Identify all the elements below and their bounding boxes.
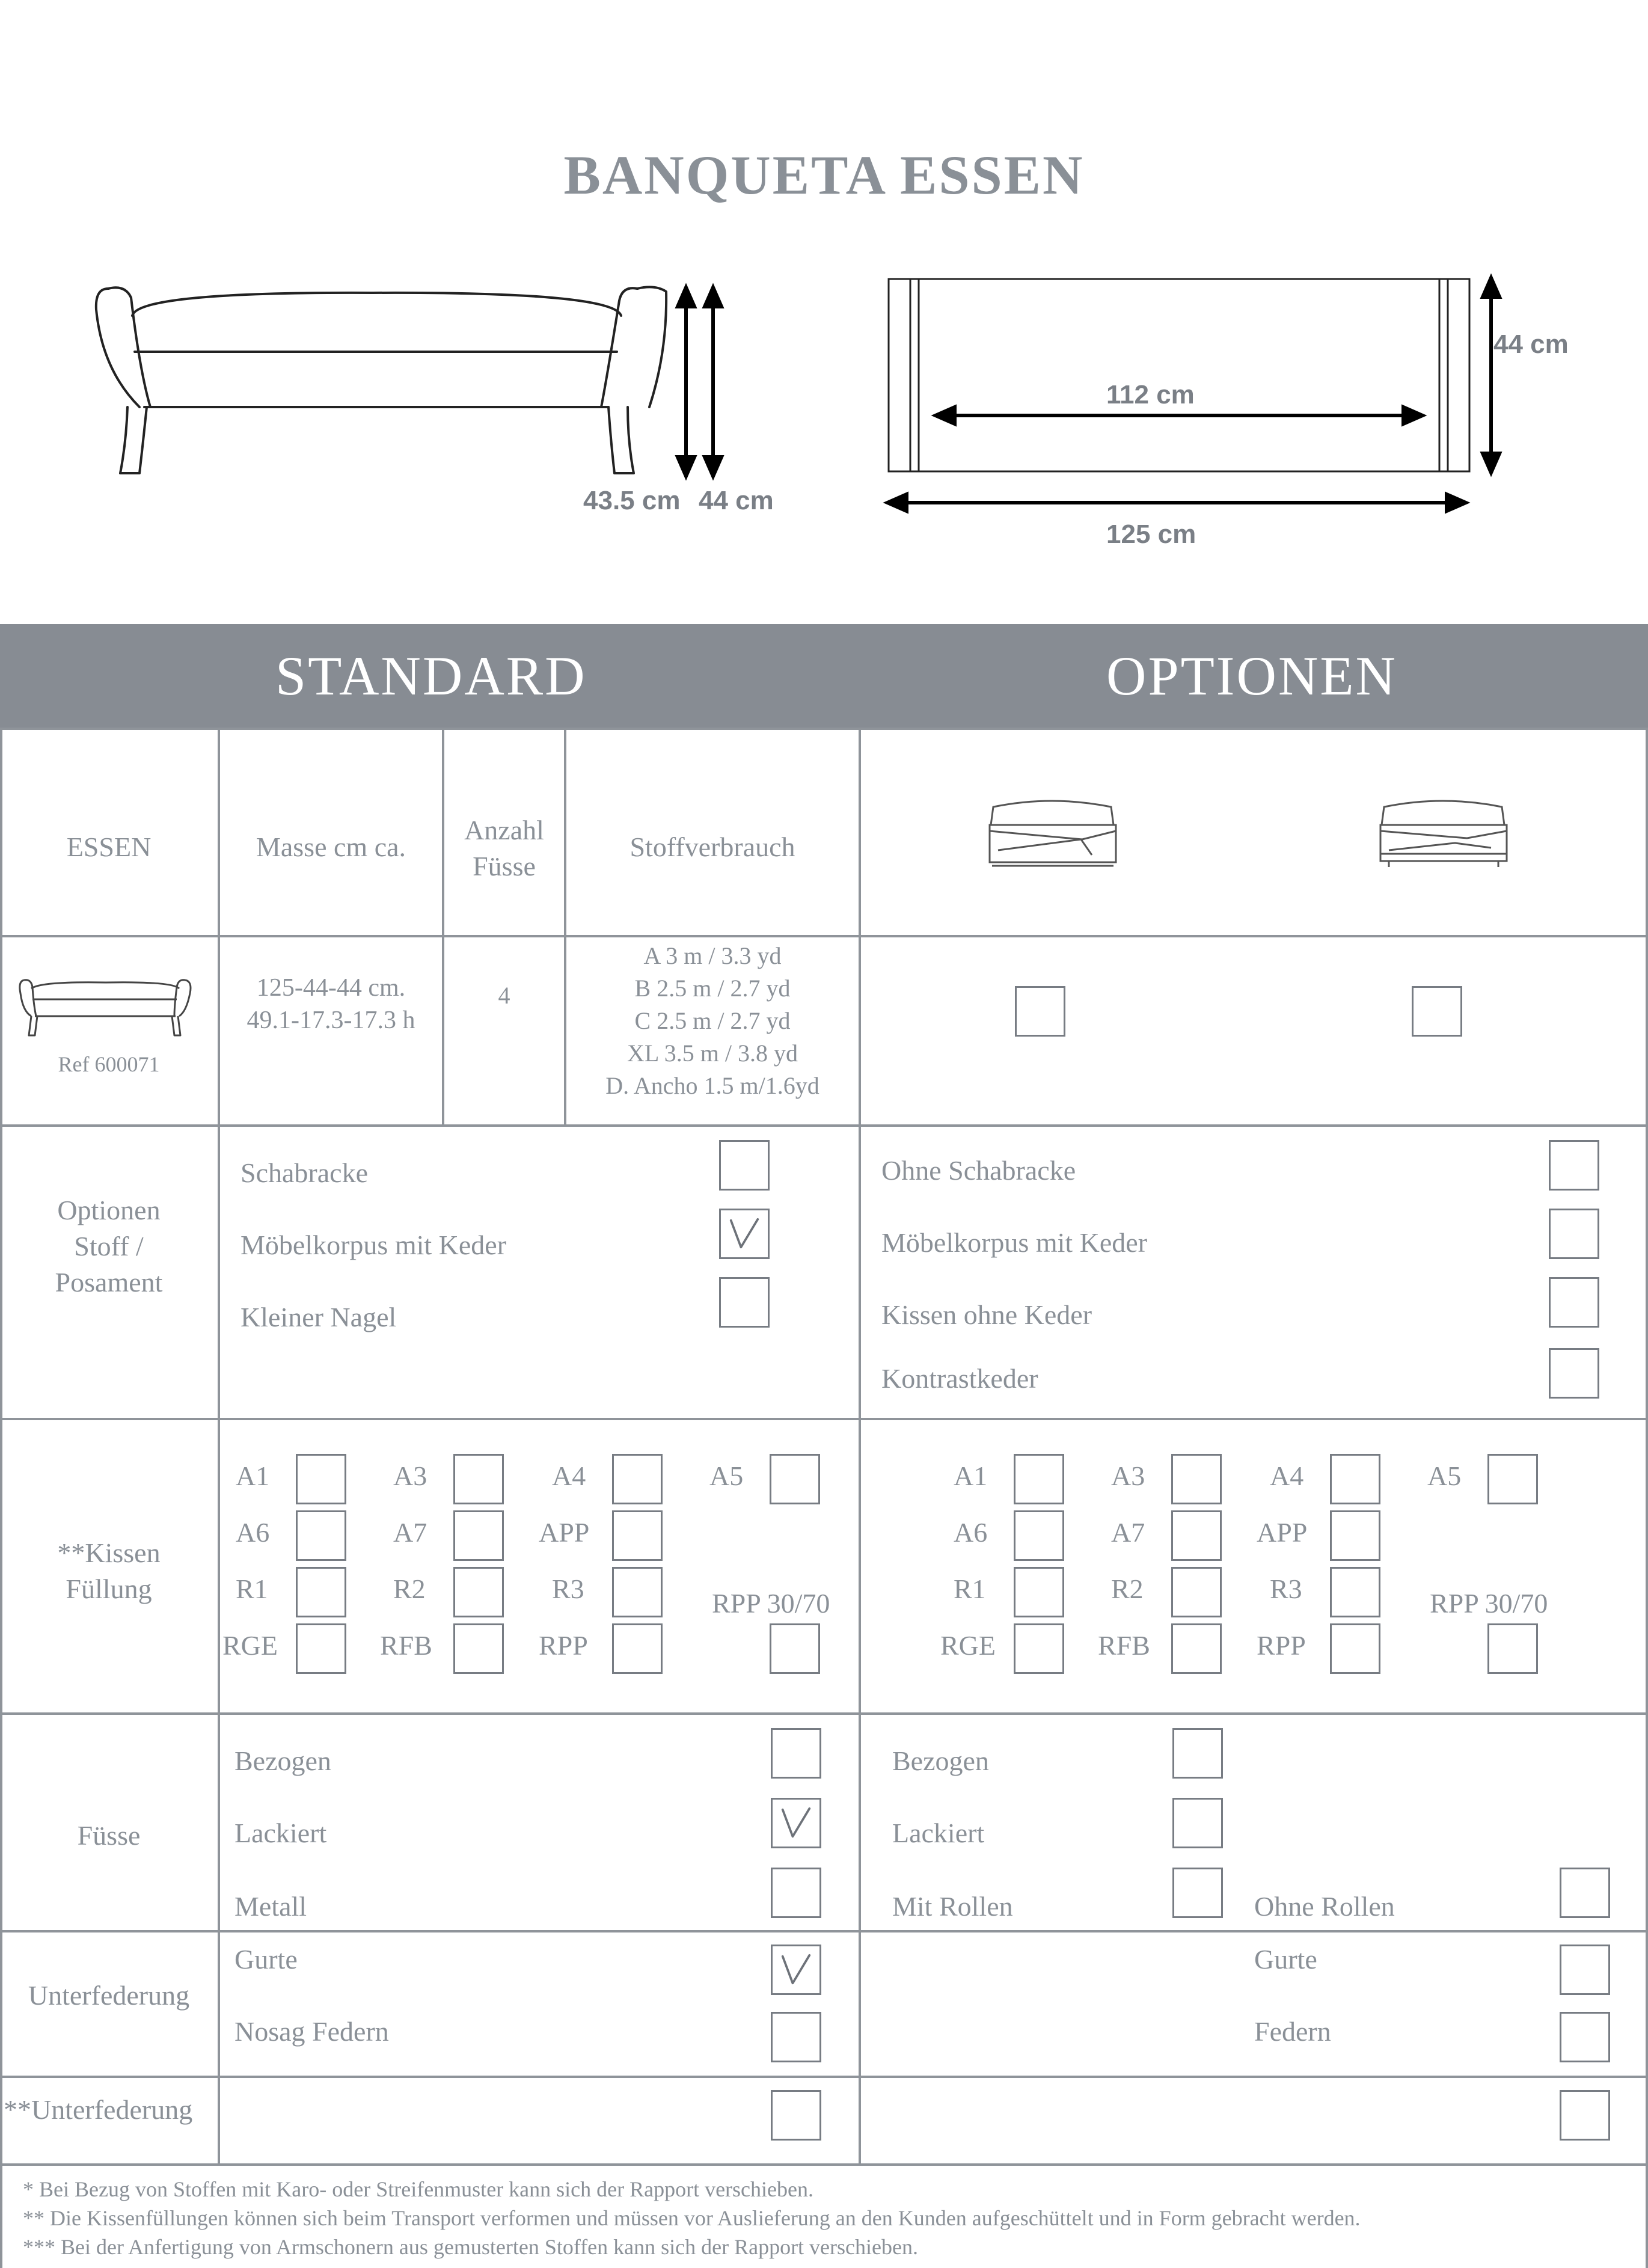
kontrastkeder-checkbox[interactable] xyxy=(1549,1348,1599,1399)
std-filling-rfb-checkbox[interactable] xyxy=(453,1623,504,1674)
standard-heading: STANDARD xyxy=(275,645,587,706)
kissen-ohne-keder-checkbox[interactable] xyxy=(1549,1277,1599,1328)
kissen-label-line: Füllung xyxy=(66,1574,152,1604)
unterfederung-std-label: Gurte xyxy=(234,1944,298,1975)
filling-code: APP xyxy=(539,1517,590,1548)
footnote: *** Bei der Anfertigung von Armschonern aus gemusterten Stoffen kann sich der Rapport verschieben. xyxy=(23,2235,918,2259)
height-label-1: 43.5 cm xyxy=(583,486,681,515)
filling-code: R1 xyxy=(954,1574,986,1604)
std-filling-a1-checkbox[interactable] xyxy=(296,1454,346,1504)
filling-code: A5 xyxy=(1427,1460,1462,1491)
check-mark-icon xyxy=(773,1946,819,1993)
rpp-3070-label: RPP 30/70 xyxy=(712,1588,830,1619)
std-nosag-federn-checkbox[interactable] xyxy=(771,2012,821,2062)
product-masse-in: 49.1-17.3-17.3 h xyxy=(247,1007,415,1034)
std-feet-lackiert-checkbox[interactable] xyxy=(771,1798,821,1848)
opt-feet-bezogen-checkbox[interactable] xyxy=(1172,1728,1223,1779)
opt-unterfederung2-checkbox[interactable] xyxy=(1560,2090,1610,2141)
filling-code: R2 xyxy=(1111,1574,1144,1604)
std-feet-metall-checkbox[interactable] xyxy=(771,1868,821,1918)
option-with-skirt-checkbox[interactable] xyxy=(1015,986,1065,1037)
filling-code: R2 xyxy=(393,1574,426,1604)
std-filling-a7-checkbox[interactable] xyxy=(453,1510,504,1561)
std-filling-r2-checkbox[interactable] xyxy=(453,1567,504,1617)
stoff-opt-label: Kissen ohne Keder xyxy=(881,1299,1092,1330)
std-filling-a5-checkbox[interactable] xyxy=(770,1454,820,1504)
fabric-line: B 2.5 m / 2.7 yd xyxy=(634,975,791,1002)
rpp-3070-label: RPP 30/70 xyxy=(1430,1588,1548,1619)
filling-code: RPP xyxy=(539,1630,588,1661)
opt-filling-app-checkbox[interactable] xyxy=(1330,1510,1380,1561)
filling-code: RGE xyxy=(940,1630,996,1661)
filling-code: A1 xyxy=(954,1460,988,1491)
std-unterfederung2-checkbox[interactable] xyxy=(771,2090,821,2141)
filling-code: RGE xyxy=(222,1630,278,1661)
filling-code: R3 xyxy=(1270,1574,1302,1604)
ohne-schabracke-checkbox[interactable] xyxy=(1549,1140,1599,1191)
fuesse-opt-label: Lackiert xyxy=(892,1818,985,1848)
fabric-line: XL 3.5 m / 3.8 yd xyxy=(626,1040,798,1067)
bench-top-view-drawing xyxy=(878,271,1527,541)
unterfederung-opt-label: Gurte xyxy=(1254,1944,1317,1975)
filling-code: A1 xyxy=(236,1460,270,1491)
opt-filling-a1-checkbox[interactable] xyxy=(1014,1454,1064,1504)
height-arrows xyxy=(667,283,728,481)
header-stoffverbrauch: Stoffverbrauch xyxy=(629,832,795,862)
std-filling-rpp-3070-checkbox[interactable] xyxy=(770,1623,820,1674)
unterfederung2-label: **Unterfederung xyxy=(4,2094,193,2125)
opt-filling-rfb-checkbox[interactable] xyxy=(1171,1623,1222,1674)
unterfederung-std-label: Nosag Federn xyxy=(234,2016,389,2047)
std-filling-a6-checkbox[interactable] xyxy=(296,1510,346,1561)
header-feet-line1: Anzahl xyxy=(464,815,544,845)
opt-filling-a5-checkbox[interactable] xyxy=(1487,1454,1538,1504)
mit-rollen-checkbox[interactable] xyxy=(1172,1868,1223,1918)
fabric-line: A 3 m / 3.3 yd xyxy=(643,942,782,969)
std-filling-app-checkbox[interactable] xyxy=(612,1510,663,1561)
opt-filling-r3-checkbox[interactable] xyxy=(1330,1567,1380,1617)
inner-width-label: 112 cm xyxy=(1106,380,1195,409)
kissen-label-line: **Kissen xyxy=(57,1537,161,1568)
moebelkorpus-keder-checkbox[interactable] xyxy=(719,1209,770,1259)
stoff-opt-label: Kontrastkeder xyxy=(881,1363,1038,1394)
opt-filling-rpp-3070-checkbox[interactable] xyxy=(1487,1623,1538,1674)
cushion-with-skirt-icon xyxy=(980,795,1124,873)
std-gurte-checkbox[interactable] xyxy=(771,1945,821,1995)
check-mark-icon xyxy=(773,1800,819,1847)
product-feet-count: 4 xyxy=(498,982,510,1009)
fuesse-std-label: Lackiert xyxy=(234,1818,327,1848)
fuesse-std-label: Metall xyxy=(234,1891,307,1922)
opt-filling-r1-checkbox[interactable] xyxy=(1014,1567,1064,1617)
schabracke-checkbox[interactable] xyxy=(719,1140,770,1191)
opt-filling-a7-checkbox[interactable] xyxy=(1171,1510,1222,1561)
std-filling-a3-checkbox[interactable] xyxy=(453,1454,504,1504)
std-filling-a4-checkbox[interactable] xyxy=(612,1454,663,1504)
stoff-label-line: Posament xyxy=(55,1267,163,1298)
fuesse-opt-label: Bezogen xyxy=(892,1745,989,1776)
filling-code: A3 xyxy=(1111,1460,1145,1491)
section-banner xyxy=(0,624,1648,728)
product-masse-cm: 125-44-44 cm. xyxy=(256,974,406,1002)
opt-gurte-checkbox[interactable] xyxy=(1560,1945,1610,1995)
kleiner-nagel-checkbox[interactable] xyxy=(719,1277,770,1328)
opt-filling-rpp-checkbox[interactable] xyxy=(1330,1623,1380,1674)
filling-code: A4 xyxy=(1270,1460,1304,1491)
header-feet-line2: Füsse xyxy=(473,851,536,881)
optionen-heading: OPTIONEN xyxy=(1106,645,1397,706)
filling-code: A5 xyxy=(709,1460,744,1491)
bench-thumbnail xyxy=(17,975,197,1041)
opt-filling-a4-checkbox[interactable] xyxy=(1330,1454,1380,1504)
unterfederung-label: Unterfederung xyxy=(28,1980,190,2011)
opt-filling-a6-checkbox[interactable] xyxy=(1014,1510,1064,1561)
header-model: ESSEN xyxy=(66,832,152,862)
filling-code: A7 xyxy=(1111,1517,1145,1548)
filling-code: A3 xyxy=(393,1460,427,1491)
opt-filling-a3-checkbox[interactable] xyxy=(1171,1454,1222,1504)
filling-code: RPP xyxy=(1257,1630,1306,1661)
unterfederung-opt-label: Federn xyxy=(1254,2016,1331,2047)
footnote: ** Die Kissenfüllungen können sich beim Transport verformen und müssen vor Auslieferung an den Kunden aufgeschüttelt und in Form gebracht werden. xyxy=(23,2206,1361,2230)
filling-code: R3 xyxy=(552,1574,584,1604)
fabric-line: C 2.5 m / 2.7 yd xyxy=(634,1007,791,1034)
filling-code: RFB xyxy=(380,1630,432,1661)
ohne-rollen-checkbox[interactable] xyxy=(1560,1868,1610,1918)
cushion-without-skirt-icon xyxy=(1371,795,1515,873)
footnote: * Bei Bezug von Stoffen mit Karo- oder Streifenmuster kann sich der Rapport verschieben. xyxy=(23,2177,813,2201)
stoff-opt-label: Möbelkorpus mit Keder xyxy=(881,1227,1148,1258)
check-mark-icon xyxy=(721,1210,768,1257)
filling-code: APP xyxy=(1257,1517,1308,1548)
opt-filling-rge-checkbox[interactable] xyxy=(1014,1623,1064,1674)
height-label-2: 44 cm xyxy=(699,486,774,515)
stoff-opt-label: Ohne Schabracke xyxy=(881,1155,1076,1186)
page-title: BANQUETA ESSEN xyxy=(563,144,1085,206)
depth-label: 44 cm xyxy=(1493,329,1569,359)
std-feet-bezogen-checkbox[interactable] xyxy=(771,1728,821,1779)
filling-code: A6 xyxy=(954,1517,988,1548)
opt-filling-r2-checkbox[interactable] xyxy=(1171,1567,1222,1617)
opt-feet-lackiert-checkbox[interactable] xyxy=(1172,1798,1223,1848)
filling-code: A6 xyxy=(236,1517,270,1548)
stoff-label-line: Optionen xyxy=(57,1195,161,1225)
fuesse-std-label: Bezogen xyxy=(234,1745,331,1776)
filling-code: A7 xyxy=(393,1517,427,1548)
fuesse-opt-label: Mit Rollen xyxy=(892,1891,1013,1922)
fuesse-label: Füsse xyxy=(77,1820,141,1851)
fuesse-opt-label: Ohne Rollen xyxy=(1254,1891,1395,1922)
stoff-std-label: Schabracke xyxy=(240,1157,368,1188)
opt-federn-checkbox[interactable] xyxy=(1560,2012,1610,2062)
outer-width-label: 125 cm xyxy=(1106,519,1196,549)
stoff-std-label: Möbelkorpus mit Keder xyxy=(240,1230,507,1260)
filling-code: R1 xyxy=(236,1574,268,1604)
header-masse: Masse cm ca. xyxy=(256,832,406,862)
opt-moebelkorpus-keder-checkbox[interactable] xyxy=(1549,1209,1599,1259)
stoff-std-label: Kleiner Nagel xyxy=(240,1302,397,1332)
filling-code: RFB xyxy=(1098,1630,1150,1661)
std-filling-r3-checkbox[interactable] xyxy=(612,1567,663,1617)
fabric-line: D. Ancho 1.5 m/1.6yd xyxy=(605,1072,819,1099)
std-filling-r1-checkbox[interactable] xyxy=(296,1567,346,1617)
std-filling-rge-checkbox[interactable] xyxy=(296,1623,346,1674)
filling-code: A4 xyxy=(552,1460,586,1491)
std-filling-rpp-checkbox[interactable] xyxy=(612,1623,663,1674)
product-ref: Ref 600071 xyxy=(58,1052,160,1076)
option-without-skirt-checkbox[interactable] xyxy=(1412,986,1462,1037)
stoff-label-line: Stoff / xyxy=(74,1231,144,1261)
